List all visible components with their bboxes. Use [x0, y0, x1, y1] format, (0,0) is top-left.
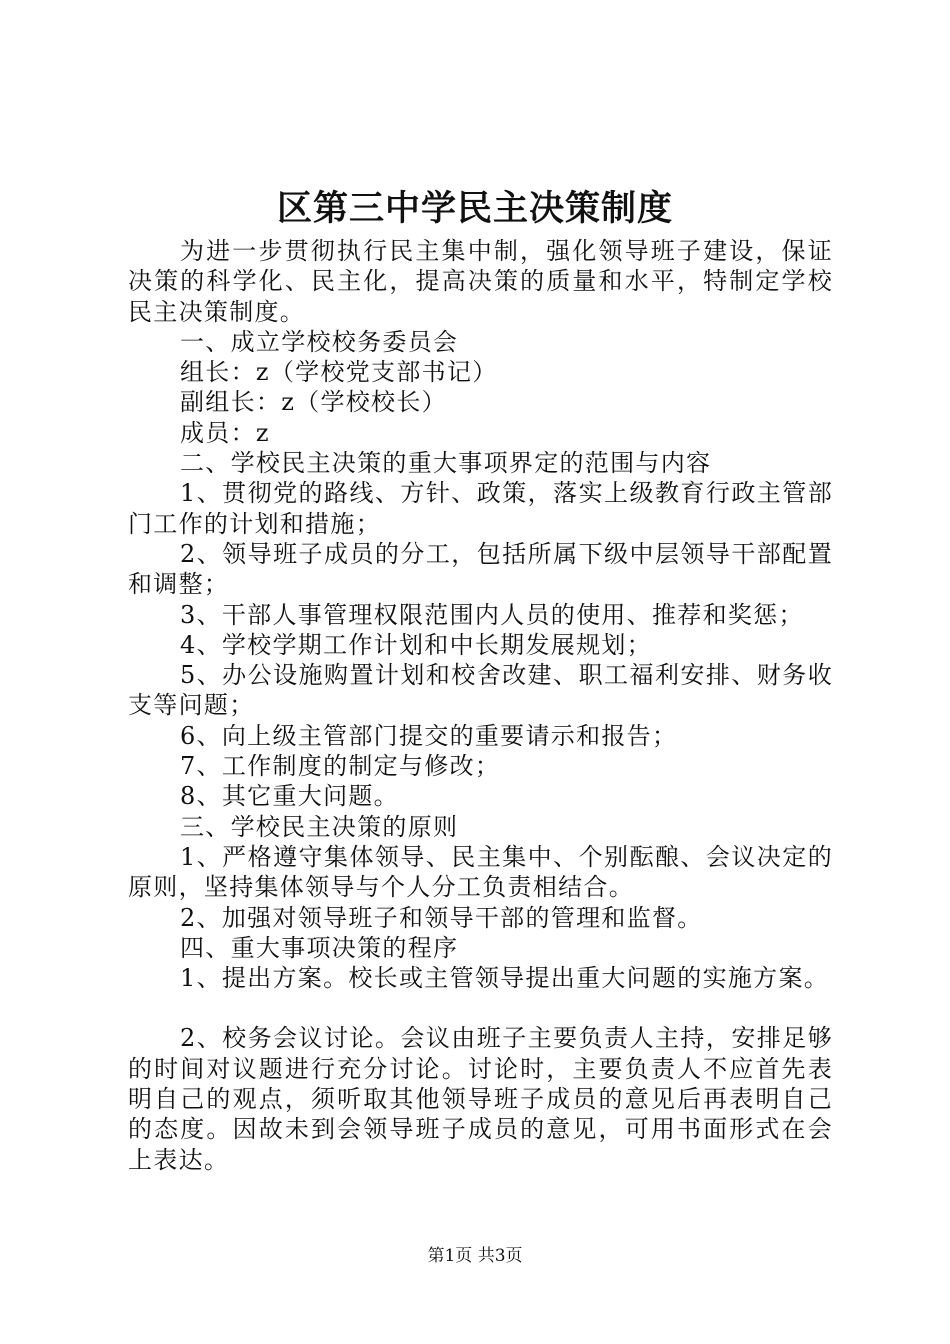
list-item: 4、学校学期工作计划和中长期发展规划；	[180, 630, 652, 659]
section-heading-2: 二、学校民主决策的重大事项界定的范围与内容	[180, 449, 712, 478]
section-heading-3: 三、学校民主决策的原则	[180, 812, 459, 841]
document-body	[128, 236, 833, 1175]
list-item: 1、贯彻党的路线、方针、政策，落实上级教育行政主管部门工作的计划和措施；	[128, 479, 833, 538]
list-item: 8、其它重大问题。	[180, 782, 399, 811]
list-item: 2、加强对领导班子和领导干部的管理和监督。	[180, 903, 703, 932]
section-heading-1: 一、成立学校校务委员会	[180, 327, 459, 356]
document-title: 区第三中学民主决策制度	[276, 188, 673, 229]
list-item: 2、校务会议讨论。会议由班子主要负责人主持，安排足够的时间对议题进行充分讨论。讨论时，主要负责人不应首先表明自己的观点，须听取其他领导班子成员的意见后再表明自己的态度。因故未到会领导班子成员的意见，可用书面形式在会上表达。	[128, 1024, 833, 1174]
section-heading-4: 四、重大事项决策的程序	[180, 933, 459, 962]
list-item: 3、干部人事管理权限范围内人员的使用、推荐和奖惩；	[180, 600, 804, 629]
list-item: 7、工作制度的制定与修改；	[180, 752, 501, 781]
list-item: 2、领导班子成员的分工，包括所属下级中层领导干部配置和调整；	[128, 539, 833, 599]
paragraph-intro: 为进一步贯彻执行民主集中制，强化领导班子建设，保证决策的科学化、民主化，提高决策的质量和水平，特制定学校民主决策制度。	[128, 237, 833, 326]
list-item: 1、提出方案。校长或主管领导提出重大问题的实施方案。	[180, 964, 830, 993]
list-item: 1、严格遵守集体领导、民主集中、个别酝酿、会议决定的原则，坚持集体领导与个人分工负责相结合。	[128, 842, 833, 902]
page-footer: 第1页 共3页	[427, 1246, 523, 1266]
list-item: 5、办公设施购置计划和校舍改建、职工福利安排、财务收支等问题；	[128, 661, 833, 720]
member-leader: 组长：z（学校党支部书记）	[180, 358, 498, 387]
member-members: 成员：z	[180, 418, 270, 447]
member-deputy-leader: 副组长：z（学校校长）	[180, 388, 447, 417]
list-item: 6、向上级主管部门提交的重要请示和报告；	[180, 721, 678, 750]
